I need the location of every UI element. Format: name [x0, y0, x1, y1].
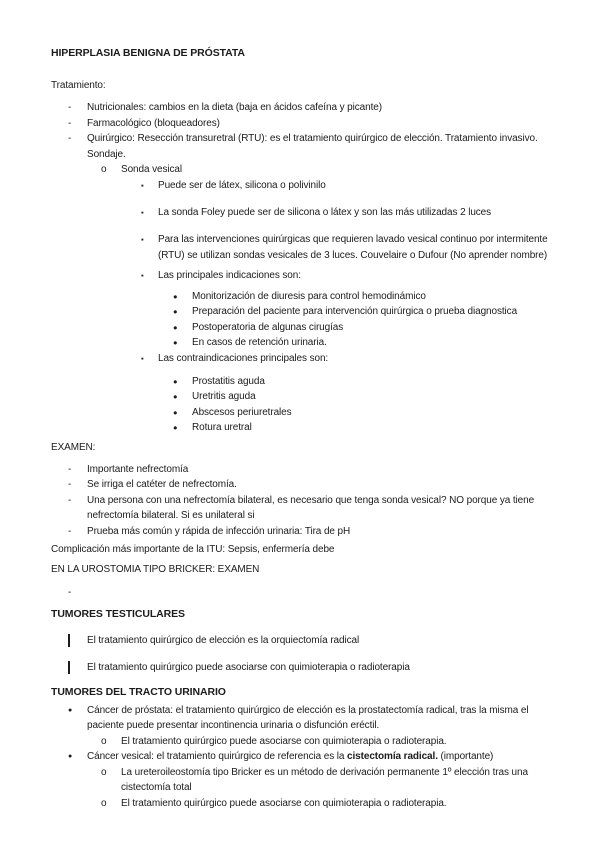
- disc-bullet-icon: ●: [173, 338, 178, 347]
- list-item: [51, 374, 560, 390]
- circle-bullet-icon: o: [101, 735, 107, 747]
- dash-bullet-icon: -: [68, 479, 72, 490]
- text-before: Cáncer vesical: el tratamiento quirúrgico de referencia es la: [87, 751, 348, 762]
- dash-bullet-icon: -: [68, 494, 72, 506]
- list-item-text: Quirúrgico: Resección transuretral (RTU): es el tratamiento quirúrgico de elección. Tratamiento invasivo. Sondaje.: [87, 133, 538, 160]
- testiculares-list: [51, 633, 560, 676]
- list-item: [51, 389, 560, 405]
- list-item: [51, 749, 560, 765]
- list-item: [51, 420, 560, 436]
- disc-bullet-icon: ●: [173, 392, 178, 401]
- section-title-hiperplasia: HIPERPLASIA BENIGNA DE PRÓSTATA: [51, 47, 245, 59]
- square-bullet-icon: ▪: [141, 270, 144, 280]
- disc-bullet-icon: ●: [173, 291, 178, 301]
- list-item: [51, 524, 560, 540]
- checkbox-bullet-icon: [68, 660, 87, 676]
- disc-bullet-icon: ●: [173, 307, 178, 316]
- list-item-text: Preparación del paciente para intervención quirúrgica o prueba diagnostica: [192, 306, 518, 317]
- dash-bullet-icon: -: [68, 117, 72, 129]
- tratamiento-list: [51, 100, 560, 436]
- list-item: [51, 405, 560, 421]
- list-item-text: Cáncer de próstata: el tratamiento quirúrgico de elección es la prostatectomía radical, tras la misma el paciente puede presentar incontinencia urinaria o disfunción eréctil.: [87, 704, 529, 731]
- list-item-text: La sonda Foley puede ser de silicona o látex y son las más utilizadas 2 luces: [158, 207, 492, 218]
- list-item: [51, 320, 560, 336]
- list-item-text: Prueba más común y rápida de infección urinaria: Tira de pH: [87, 525, 351, 537]
- list-item: [51, 131, 560, 162]
- list-item: [51, 351, 560, 367]
- list-item-text: Las principales indicaciones son:: [158, 269, 301, 281]
- dash-bullet-icon: -: [68, 586, 72, 598]
- square-bullet-icon: ▪: [141, 235, 144, 244]
- list-item: [51, 462, 560, 478]
- list-item: [51, 703, 560, 734]
- circle-bullet-icon: o: [101, 164, 107, 175]
- paragraph-complicacion: Complicación más importante de la ITU: Sepsis, enfermería debe: [51, 543, 335, 555]
- list-item: [51, 633, 560, 649]
- list-item: [51, 205, 560, 221]
- list-item-text: El tratamiento quirúrgico puede asociarse con quimioterapia o radioterapia.: [121, 797, 447, 809]
- text-bold: cistectomía radical.: [347, 751, 438, 762]
- section-title-tumores-tracto: TUMORES DEL TRACTO URINARIO: [51, 685, 226, 698]
- list-item: [51, 116, 560, 132]
- paragraph-urostomia: EN LA UROSTOMIA TIPO BRICKER: EXAMEN: [51, 563, 260, 575]
- list-item: [51, 335, 560, 351]
- examen-list: [51, 462, 560, 540]
- list-item-text: Nutricionales: cambios en la dieta (baja en ácidos cafeína y picante): [87, 102, 382, 113]
- paragraph-examen: EXAMEN:: [51, 441, 96, 453]
- tracto-list: [51, 703, 560, 812]
- square-bullet-icon: ▪: [141, 208, 144, 217]
- list-item-text: La ureteroileostomía tipo Bricker es un método de derivación permanente 1º elección tras una cistectomía total: [121, 766, 528, 793]
- list-item: [51, 100, 560, 116]
- list-item-text: Las contraindicaciones principales son:: [158, 352, 329, 364]
- disc-bullet-icon: ●: [173, 376, 178, 386]
- disc-bullet-icon: ●: [68, 706, 73, 714]
- list-item-text: Para las intervenciones quirúrgicas que requieren lavado vesical continuo por intermitente (RTU) se utilizan sondas vesicales de 3 luces. Couvelaire o Dufour (No aprender nombre): [158, 234, 548, 261]
- dash-bullet-icon: -: [68, 102, 72, 113]
- list-item: [51, 268, 560, 284]
- dash-bullet-icon: -: [68, 525, 72, 537]
- list-item: [51, 289, 560, 305]
- square-bullet-icon: ▪: [141, 180, 144, 190]
- list-item: [51, 162, 560, 178]
- dash-bullet-icon: -: [68, 133, 72, 144]
- paragraph-tratamiento: Tratamiento:: [51, 80, 106, 91]
- list-item-text: Uretritis aguda: [192, 391, 256, 402]
- list-item: [51, 734, 560, 750]
- list-item-text: [87, 749, 560, 765]
- list-item-text: El tratamiento quirúrgico de elección es la orquiectomía radical: [87, 634, 360, 646]
- list-item: [51, 660, 560, 676]
- list-item-text: En casos de retención urinaria.: [192, 337, 327, 348]
- checkbox-bullet-icon: [68, 633, 87, 649]
- list-item: [51, 304, 560, 320]
- disc-bullet-icon: ●: [173, 322, 178, 332]
- list-item: [51, 232, 560, 263]
- list-item: [51, 765, 560, 796]
- text-after: (importante): [437, 751, 494, 762]
- list-item: [51, 493, 560, 524]
- list-item-text: Monitorización de diuresis para control hemodinámico: [192, 290, 426, 302]
- list-item-text: Una persona con una nefrectomía bilateral, es necesario que tenga sonda vesical? NO porque ya tiene nefrectomía bilateral. Si es unilateral si: [87, 494, 535, 521]
- list-item-text: Importante nefrectomía: [87, 463, 189, 475]
- list-item-text: Postoperatoria de algunas cirugías: [192, 321, 344, 333]
- dash-bullet-icon: -: [68, 463, 72, 475]
- circle-bullet-icon: o: [101, 766, 107, 778]
- disc-bullet-icon: ●: [173, 407, 178, 417]
- list-item-text: El tratamiento quirúrgico puede asociarse con quimioterapia o radioterapia: [87, 661, 410, 673]
- list-item-text: Rotura uretral: [192, 422, 252, 433]
- disc-bullet-icon: ●: [68, 753, 73, 760]
- empty-dash-item: [51, 585, 560, 601]
- list-item: [51, 178, 560, 194]
- list-item-text: Sonda vesical: [121, 164, 182, 175]
- list-item-text: El tratamiento quirúrgico puede asociarse con quimioterapia o radioterapia.: [121, 735, 447, 747]
- list-item-text: Abscesos periuretrales: [192, 406, 292, 418]
- list-item-text: Se irriga el catéter de nefrectomía.: [87, 479, 237, 490]
- list-item-text: Prostatitis aguda: [192, 375, 265, 387]
- list-item: [51, 796, 560, 812]
- list-item: [51, 477, 560, 493]
- square-bullet-icon: ▪: [141, 353, 144, 363]
- section-title-tumores-testiculares: TUMORES TESTICULARES: [51, 607, 185, 620]
- list-item-text: Farmacológico (bloqueadores): [87, 117, 220, 129]
- circle-bullet-icon: o: [101, 797, 107, 809]
- list-item-text: Puede ser de látex, silicona o polivinilo: [158, 179, 326, 191]
- disc-bullet-icon: ●: [173, 423, 178, 432]
